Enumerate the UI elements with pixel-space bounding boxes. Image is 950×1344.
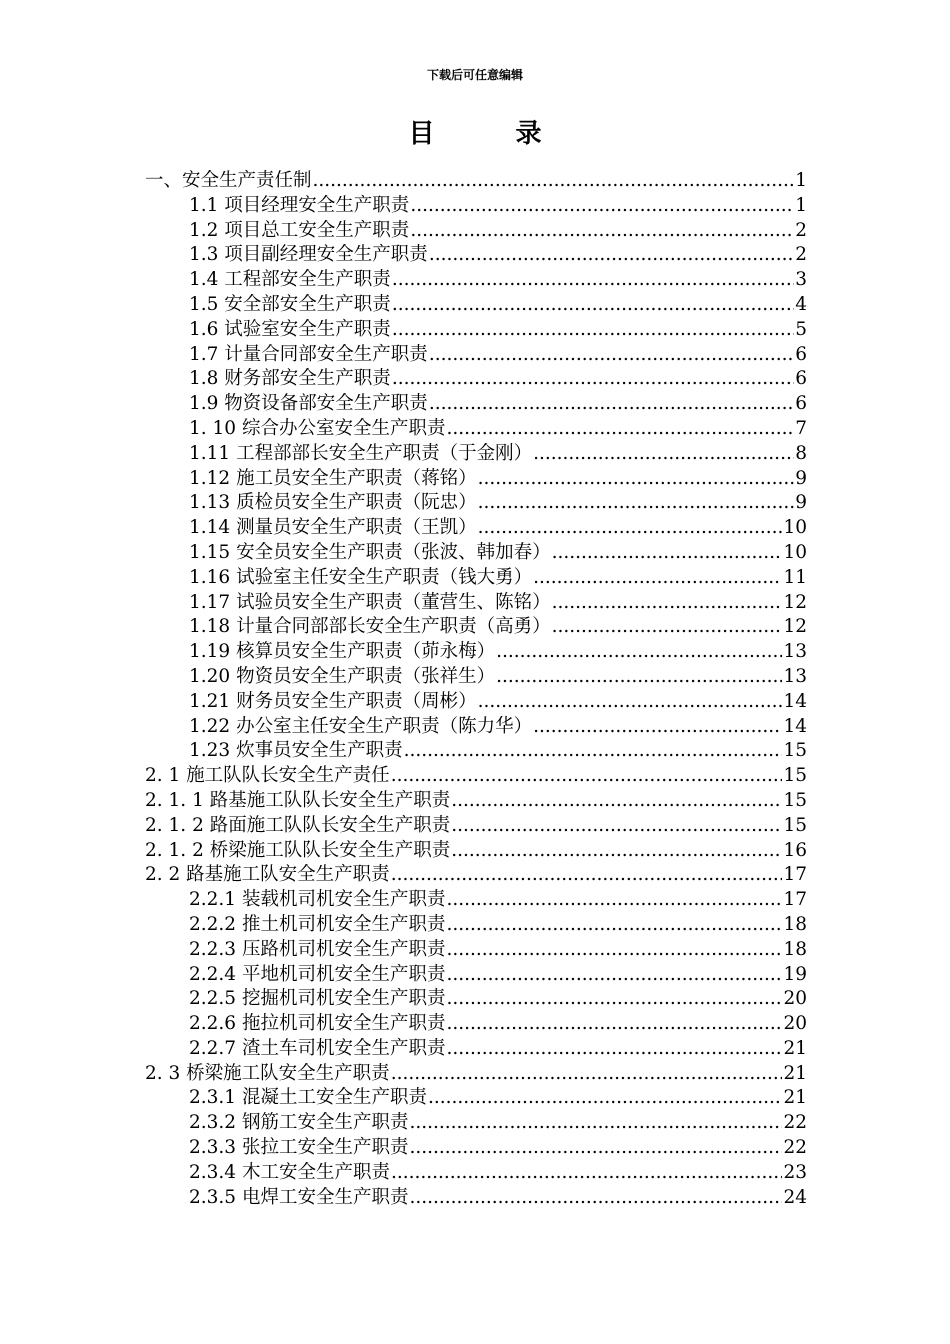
toc-dot-leader [410,194,794,219]
toc-dot-leader [451,814,782,839]
toc-entry[interactable] [189,690,807,715]
toc-entry-page-number: 4 [795,293,807,315]
toc-entry[interactable] [189,1111,807,1136]
toc-dot-leader [446,1012,782,1037]
toc-dot-leader [409,1186,782,1211]
toc-entry-page-number: 20 [783,988,807,1010]
toc-entry[interactable] [189,442,807,467]
toc-entry-page-number: 24 [783,1186,807,1208]
toc-entry-label: 1.22 办公室主任安全生产职责（陈力华） [189,715,533,737]
toc-entry-page-number: 3 [795,269,807,291]
toc-entry[interactable] [189,1136,807,1161]
toc-entry-page-number: 19 [783,963,807,985]
toc-entry-label: 1.5 安全部安全生产职责 [189,293,391,315]
toc-entry[interactable] [189,293,807,318]
toc-entry[interactable] [189,715,807,740]
toc-dot-leader [404,739,783,764]
toc-entry-label: 1.17 试验员安全生产职责（董营生、陈铭） [189,591,551,613]
toc-entry-page-number: 17 [783,889,807,911]
toc-entry[interactable] [189,938,807,963]
toc-entry-label: 1.11 工程部部长安全生产职责（于金刚） [189,442,533,464]
toc-entry-label: 2.2.3 压路机司机安全生产职责 [189,938,446,960]
page-header: 下载后可任意编辑 [426,68,523,82]
toc-entry-label: 1.3 项目副经理安全生产职责 [189,244,428,266]
toc-dot-leader [409,1136,782,1161]
toc-entry-label: 2.2.7 渣土车司机安全生产职责 [189,1037,446,1059]
toc-entry-page-number: 2 [795,219,807,241]
toc-entry-page-number: 21 [783,1037,807,1059]
toc-entry-label: 2.3.2 钢筋工安全生产职责 [189,1112,409,1134]
toc-dot-leader [391,1161,782,1186]
toc-entry-label: 1. 10 综合办公室安全生产职责 [189,417,446,439]
toc-entry-page-number: 11 [783,566,807,588]
toc-dot-leader [392,268,794,293]
toc-dot-leader [392,293,794,318]
toc-dot-leader [409,1111,782,1136]
toc-entry-label: 2.2.2 推土机司机安全生产职责 [189,913,446,935]
toc-entry-label: 2.2.1 装载机司机安全生产职责 [189,889,446,911]
toc-entry-page-number: 9 [795,467,807,489]
toc-entry[interactable] [145,863,807,888]
toc-entry-label: 1.6 试验室安全生产职责 [189,318,391,340]
toc-dot-leader [533,715,782,740]
toc-dot-leader [392,318,794,343]
toc-entry[interactable] [189,888,807,913]
toc-dot-leader [478,516,783,541]
toc-entry[interactable] [189,640,807,665]
toc-entry-page-number: 1 [795,170,807,191]
toc-entry-page-number: 23 [783,1161,807,1183]
toc-dot-leader [478,467,795,492]
toc-entry-page-number: 1 [795,194,807,216]
toc-entry[interactable] [145,1062,807,1087]
toc-dot-leader [552,541,783,566]
toc-dot-leader [533,442,794,467]
toc-entry-label: 2.3.3 张拉工安全生产职责 [189,1137,409,1159]
toc-entry-label: 2.3.4 木工安全生产职责 [189,1161,390,1183]
toc-entry[interactable] [189,566,807,591]
toc-entry-page-number: 15 [783,814,807,836]
toc-dot-leader [451,839,782,864]
toc-dot-leader [478,491,795,516]
toc-dot-leader [391,1062,783,1087]
toc-entry-page-number: 12 [783,616,807,638]
toc-dot-leader [552,591,783,616]
toc-dot-leader [446,888,782,913]
toc-dot-leader [410,219,794,244]
toc-entry[interactable] [189,541,807,566]
toc-entry[interactable] [145,169,807,194]
toc-entry-label: 2. 1. 2 路面施工队队长安全生产职责 [145,814,451,836]
toc-dot-leader [496,640,782,665]
toc-entry-page-number: 6 [795,393,807,415]
toc-entry-label: 1.19 核算员安全生产职责（茆永梅） [189,641,496,663]
toc-entry[interactable] [189,987,807,1012]
toc-dot-leader [446,938,782,963]
toc-entry-page-number: 14 [783,715,807,737]
toc-entry-page-number: 14 [783,690,807,712]
toc-dot-leader [552,615,783,640]
toc-dot-leader [391,764,783,789]
toc-dot-leader [446,1037,782,1062]
toc-entry-label: 2.2.4 平地机司机安全生产职责 [189,963,446,985]
toc-entry[interactable] [189,1086,807,1111]
toc-entry-label: 1.8 财务部安全生产职责 [189,368,391,390]
toc-entry-page-number: 12 [783,591,807,613]
toc-entry-label: 1.4 工程部安全生产职责 [189,269,391,291]
toc-entry-label: 1.12 施工员安全生产职责（蒋铭） [189,467,477,489]
toc-entry-page-number: 15 [783,789,807,811]
toc-entry-page-number: 20 [783,1013,807,1035]
toc-entry-label: 1.21 财务员安全生产职责（周彬） [189,690,477,712]
toc-dot-leader [446,963,782,988]
toc-entry[interactable] [145,764,807,789]
toc-entry-page-number: 18 [783,913,807,935]
toc-dot-leader [313,169,795,194]
table-of-contents [0,169,950,1210]
toc-entry-page-number: 22 [783,1112,807,1134]
toc-entry-page-number: 10 [783,541,807,563]
toc-entry[interactable] [189,392,807,417]
toc-entry-label: 1.1 项目经理安全生产职责 [189,194,410,216]
toc-dot-leader [451,789,782,814]
toc-entry[interactable] [145,789,807,814]
toc-entry[interactable] [189,417,807,442]
toc-entry-label: 1.18 计量合同部部长安全生产职责（高勇） [189,616,551,638]
toc-entry[interactable] [189,516,807,541]
page-title: 目 录 [408,119,578,149]
toc-entry-label: 1.14 测量员安全生产职责（王凯） [189,517,477,539]
toc-entry-label: 1.15 安全员安全生产职责（张波、韩加春） [189,541,551,563]
toc-entry-label: 1.9 物资设备部安全生产职责 [189,393,428,415]
toc-entry-page-number: 6 [795,368,807,390]
toc-entry[interactable] [145,839,807,864]
toc-entry[interactable] [189,194,807,219]
toc-entry[interactable] [189,318,807,343]
toc-entry-page-number: 8 [795,442,807,464]
toc-entry[interactable] [189,1012,807,1037]
toc-entry-page-number: 15 [783,765,807,787]
toc-entry-page-number: 21 [783,1062,807,1084]
toc-entry-label: 1.20 物资员安全生产职责（张祥生） [189,665,496,687]
toc-dot-leader [392,367,794,392]
toc-entry[interactable] [189,591,807,616]
toc-entry-page-number: 22 [783,1137,807,1159]
toc-entry-label: 2. 1. 1 路基施工队队长安全生产职责 [145,789,451,811]
toc-dot-leader [446,987,782,1012]
toc-dot-leader [428,1086,782,1111]
toc-entry-page-number: 2 [795,244,807,266]
toc-dot-leader [429,243,794,268]
toc-entry[interactable] [189,219,807,244]
toc-entry-page-number: 13 [783,665,807,687]
toc-entry[interactable] [189,367,807,392]
toc-entry-label: 2.2.6 拖拉机司机安全生产职责 [189,1013,446,1035]
toc-dot-leader [496,665,782,690]
toc-entry[interactable] [189,739,807,764]
toc-entry-label: 2.2.5 挖掘机司机安全生产职责 [189,988,446,1010]
toc-entry-page-number: 16 [783,839,807,861]
toc-entry-page-number: 17 [783,864,807,886]
toc-entry-label: 1.7 计量合同部安全生产职责 [189,343,428,365]
toc-entry-page-number: 7 [795,417,807,439]
toc-entry[interactable] [145,814,807,839]
toc-entry-label: 2. 3 桥梁施工队安全生产职责 [145,1062,390,1084]
toc-dot-leader [478,690,783,715]
toc-entry-page-number: 9 [795,492,807,514]
toc-dot-leader [429,343,794,368]
toc-entry[interactable] [189,491,807,516]
toc-entry[interactable] [189,1186,807,1211]
toc-entry[interactable] [189,913,807,938]
toc-entry[interactable] [189,268,807,293]
toc-dot-leader [391,863,783,888]
toc-entry-label: 1.16 试验室主任安全生产职责（钱大勇） [189,566,533,588]
toc-dot-leader [446,913,782,938]
toc-entry[interactable] [189,1161,807,1186]
toc-entry[interactable] [189,1037,807,1062]
toc-entry-label: 2. 1. 2 桥梁施工队队长安全生产职责 [145,839,451,861]
toc-entry-page-number: 13 [783,641,807,663]
toc-dot-leader [429,392,794,417]
toc-entry[interactable] [189,243,807,268]
toc-entry-page-number: 21 [783,1087,807,1109]
toc-entry-page-number: 18 [783,938,807,960]
toc-entry[interactable] [189,467,807,492]
toc-entry-label: 2. 1 施工队队长安全生产责任 [145,765,390,787]
toc-dot-leader [533,566,782,591]
toc-entry-label: 2. 2 路基施工队安全生产职责 [145,864,390,886]
toc-entry-page-number: 15 [783,740,807,762]
toc-dot-leader [446,417,794,442]
toc-entry[interactable] [189,665,807,690]
toc-entry-label: 一、安全生产责任制 [145,170,312,191]
toc-entry[interactable] [189,343,807,368]
toc-entry-label: 2.3.1 混凝土工安全生产职责 [189,1087,427,1109]
toc-entry[interactable] [189,615,807,640]
toc-entry-page-number: 5 [795,318,807,340]
toc-entry-label: 1.13 质检员安全生产职责（阮忠） [189,492,477,514]
toc-entry-label: 2.3.5 电焊工安全生产职责 [189,1186,409,1208]
toc-entry-page-number: 10 [783,517,807,539]
toc-entry-page-number: 6 [795,343,807,365]
toc-entry-label: 1.23 炊事员安全生产职责 [189,740,403,762]
toc-entry-label: 1.2 项目总工安全生产职责 [189,219,410,241]
toc-entry[interactable] [189,963,807,988]
